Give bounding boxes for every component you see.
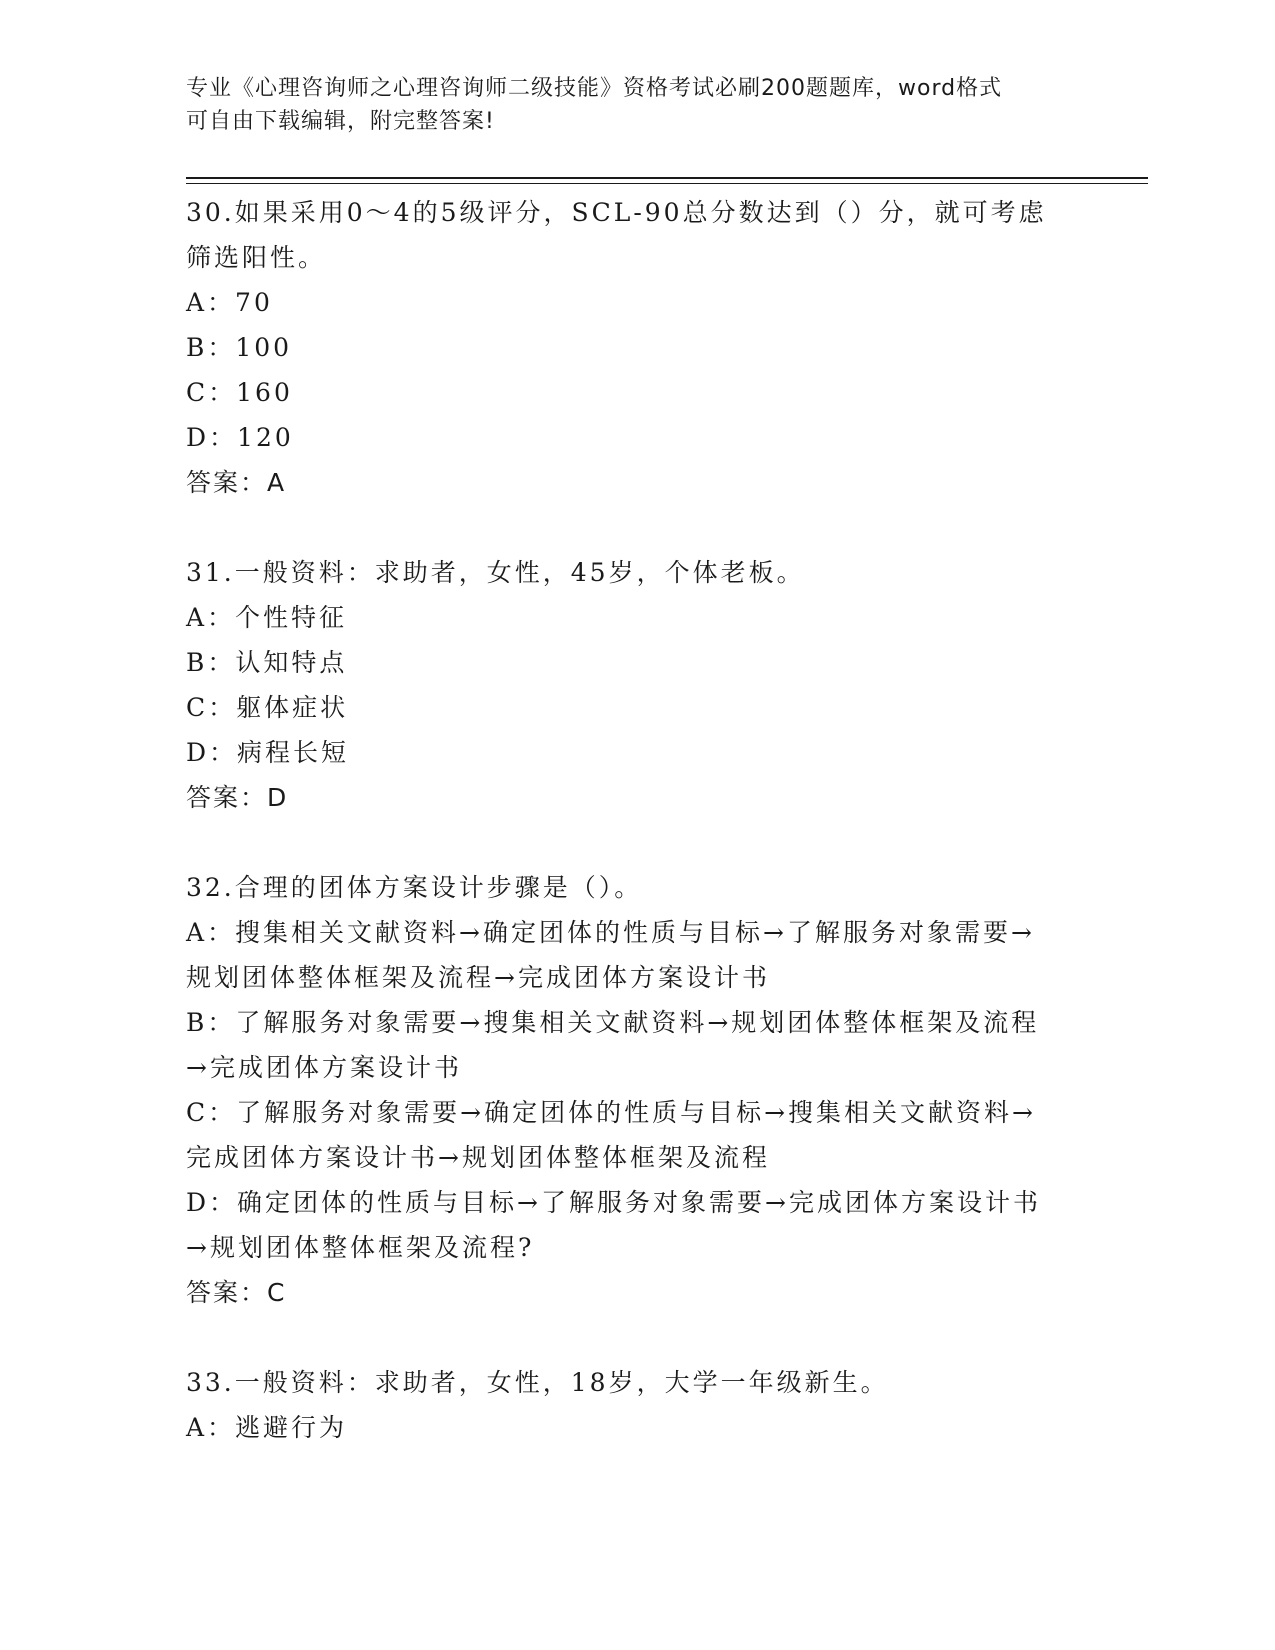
option-b: B：认知特点 bbox=[186, 648, 348, 677]
option-c: C：躯体症状 bbox=[186, 693, 349, 722]
option-a: A：逃避行为 bbox=[186, 1413, 348, 1442]
question-stem-line: 31.一般资料：求助者，女性，45岁，个体老板。 bbox=[186, 558, 805, 587]
header-line-1: 专业《心理咨询师之心理咨询师二级技能》资格考试必刷200题题库，word格式 bbox=[186, 76, 1003, 101]
question-31 bbox=[186, 550, 1086, 820]
option-c-continued: 完成团体方案设计书→规划团体整体框架及流程 bbox=[186, 1143, 770, 1172]
option-d-continued: →规划团体整体框架及流程? bbox=[186, 1233, 535, 1262]
option-b: B：100 bbox=[186, 333, 293, 362]
option-b: B：了解服务对象需要→搜集相关文献资料→规划团体整体框架及流程 bbox=[186, 1008, 1040, 1037]
header-divider-thin bbox=[186, 183, 1148, 184]
header-line-2: 可自由下载编辑，附完整答案! bbox=[186, 109, 495, 134]
option-a: A：个性特征 bbox=[186, 603, 348, 632]
question-32 bbox=[186, 865, 1086, 1315]
question-stem-line: 33.一般资料：求助者，女性，18岁，大学一年级新生。 bbox=[186, 1368, 889, 1397]
option-a-continued: 规划团体整体框架及流程→完成团体方案设计书 bbox=[186, 963, 770, 992]
option-a: A：搜集相关文献资料→确定团体的性质与目标→了解服务对象需要→ bbox=[186, 918, 1035, 947]
answer-line: 答案：C bbox=[186, 1278, 287, 1307]
option-c: C：160 bbox=[186, 378, 293, 407]
question-stem-line: 32.合理的团体方案设计步骤是（）。 bbox=[186, 873, 643, 902]
question-30 bbox=[186, 190, 1086, 505]
option-d: D：确定团体的性质与目标→了解服务对象需要→完成团体方案设计书 bbox=[186, 1188, 1041, 1217]
option-d: D：病程长短 bbox=[186, 738, 350, 767]
header-divider-thick bbox=[186, 177, 1148, 179]
question-stem-line: 30.如果采用0～4的5级评分，SCL-90总分数达到（）分，就可考虑 bbox=[186, 198, 1047, 227]
option-b-continued: →完成团体方案设计书 bbox=[186, 1053, 462, 1082]
question-33 bbox=[186, 1360, 1086, 1450]
option-a: A：70 bbox=[186, 288, 273, 317]
question-list bbox=[186, 190, 1086, 1495]
question-stem-line: 筛选阳性。 bbox=[186, 243, 327, 272]
answer-line: 答案：D bbox=[186, 783, 289, 812]
document-header bbox=[186, 72, 1066, 138]
option-d: D：120 bbox=[186, 423, 294, 452]
option-c: C：了解服务对象需要→确定团体的性质与目标→搜集相关文献资料→ bbox=[186, 1098, 1036, 1127]
answer-line: 答案：A bbox=[186, 468, 287, 497]
